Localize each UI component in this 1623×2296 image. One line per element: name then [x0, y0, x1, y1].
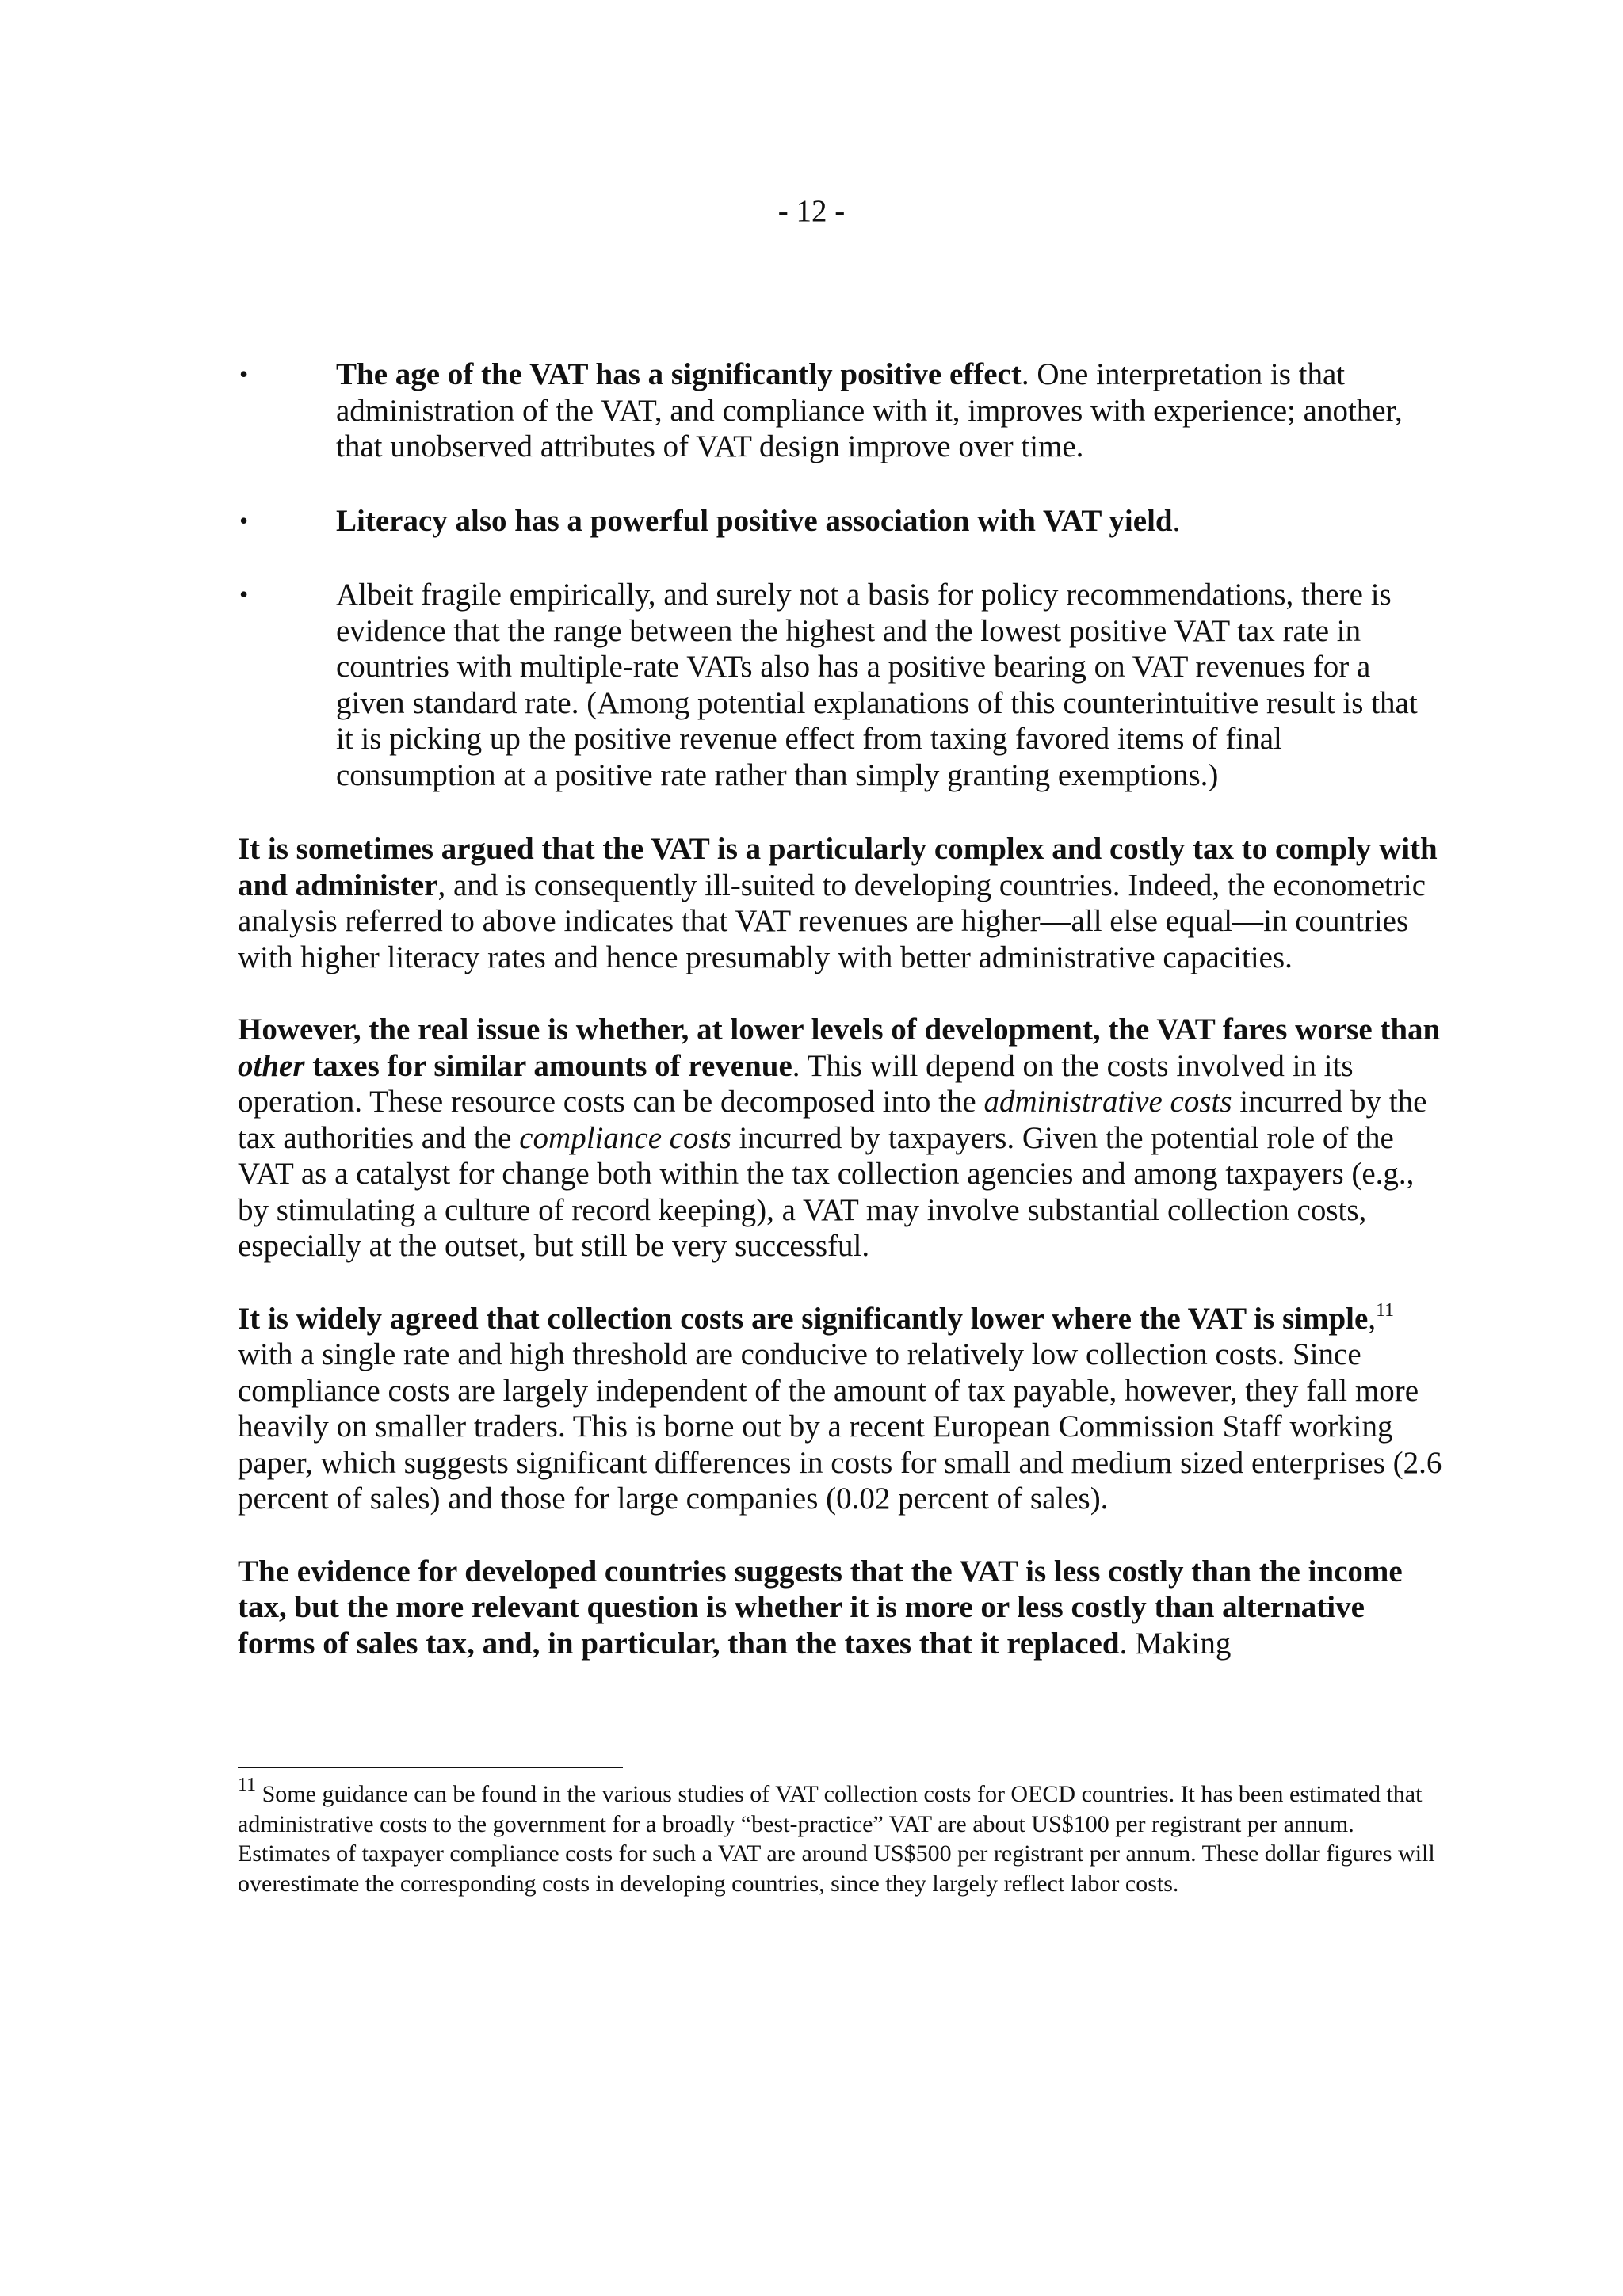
paragraph-developed-countries — [238, 1554, 1442, 1662]
bullet-lead: Literacy also has a powerful positive association with VAT yield — [336, 503, 1173, 538]
findings-bullet-list — [238, 357, 1442, 793]
paragraph-text: with a single rate and high threshold are conducive to relatively low collection costs. Since compliance costs are largely independent of the amount of tax payable, however, they fall more heavily on smaller traders. This is borne out by a recent European Commission Staff working paper, which suggests significant differences in costs for small and medium sized enterprises (2.6 percent of sales) and those for large companies (0.02 percent of sales). — [238, 1337, 1442, 1516]
paragraph-collection-costs: It is widely agreed that collection costs are significantly lower where the VAT is simple,$^{11}$ with a single rate and high threshold are conducive to relatively low collection costs. Since compliance costs are largely independent of the amount of tax payable, however, they fall more heavily on smaller traders. This is borne out by a recent European Commission Staff working paper, which suggests significant differences in costs for small and medium sized enterprises (2.6 percent of sales) and those for large companies (0.02 percent of sales). — [238, 1299, 1442, 1516]
footnote-divider — [238, 1767, 623, 1768]
paragraph-text: , and is consequently ill-suited to developing countries. Indeed, the econometric analysis referred to above indicates that VAT revenues are higher—all else equal—in countries with higher literacy rates and hence presumably with better administrative capacities. — [238, 868, 1426, 974]
bullet-icon: • — [239, 580, 249, 608]
paragraph-complexity — [238, 831, 1442, 975]
bullet-item — [238, 577, 1442, 793]
paragraph-lead: However, the real issue is whether, at lower levels of development, the VAT fares worse than — [238, 1013, 1441, 1047]
paragraph-text: . Making — [1119, 1626, 1232, 1661]
bullet-item — [238, 357, 1442, 465]
bullet-text: . One interpretation is that administration of the VAT, and compliance with it, improves with experience; another, that unobserved attributes of VAT design improve over time. — [336, 357, 1403, 463]
footnote-marker: 11 — [238, 1775, 257, 1795]
bullet-item — [238, 503, 1442, 540]
bullet-icon: • — [239, 505, 249, 535]
paragraph-lead-cont: taxes for similar amounts of revenue — [304, 1048, 792, 1083]
paragraph-lead: The evidence for developed countries suggests that the VAT is less costly than the income tax, but the more relevant question is whether it is more or less costly than alternative forms of sales tax, and, in particular, than the taxes that it replaced — [238, 1554, 1403, 1661]
bullet-text: . — [1172, 503, 1181, 538]
paragraph-lead: It is widely agreed that collection costs are significantly lower where the VAT is simple — [238, 1301, 1369, 1336]
paragraph-lead: It is sometimes argued that the VAT is a particularly complex and costly tax to comply with and administer — [238, 832, 1438, 902]
footnote-reference[interactable]: 11 — [1376, 1299, 1395, 1321]
bullet-icon: • — [239, 360, 249, 388]
paragraph-text: incurred by taxpayers. Given the potential role of the VAT as a catalyst for change both within the tax collection agencies and among taxpayers (e.g., by stimulating a culture of record keeping), a VAT may involve substantial collection costs, especially at the outset, but still be very successful. — [238, 1120, 1415, 1263]
term-compliance-costs: compliance costs — [519, 1120, 731, 1155]
emphasis-other: other — [238, 1048, 305, 1083]
paragraph-text: incurred by the tax authorities and the — [238, 1085, 1427, 1155]
bullet-text: Albeit fragile empirically, and surely not a basis for policy recommendations, there is evidence that the range between the highest and the lowest positive VAT tax rate in countries with multiple-rate VATs also has a positive bearing on VAT revenues for a given standard rate. (Among potential explanations of this counterintuitive result is that it is picking up the positive revenue effect from taxing favored items of final consumption at a positive rate rather than simply granting exemptions.) — [336, 578, 1418, 792]
bullet-lead: The age of the VAT has a significantly positive effect — [336, 357, 1022, 391]
paragraph-real-issue — [238, 1012, 1442, 1264]
body-text — [238, 357, 1442, 1661]
footnote-text: Some guidance can be found in the various studies of VAT collection costs for OECD countries. It has been estimated that administrative costs to the government for a broadly “best-practice” VAT are about US$100 per registrant per annum. Estimates of taxpayer compliance costs for such a VAT are around US$500 per registrant per annum. These dollar figures will overestimate the corresponding costs in developing countries, since they largely reflect labor costs. — [238, 1781, 1435, 1897]
paragraph-text: . This will depend on the costs involved in its operation. These resource costs can be decomposed into the — [238, 1048, 1354, 1119]
footnote — [238, 1775, 1442, 1898]
term-administrative-costs: administrative costs — [983, 1085, 1232, 1119]
page-number: - 12 - — [777, 194, 846, 228]
